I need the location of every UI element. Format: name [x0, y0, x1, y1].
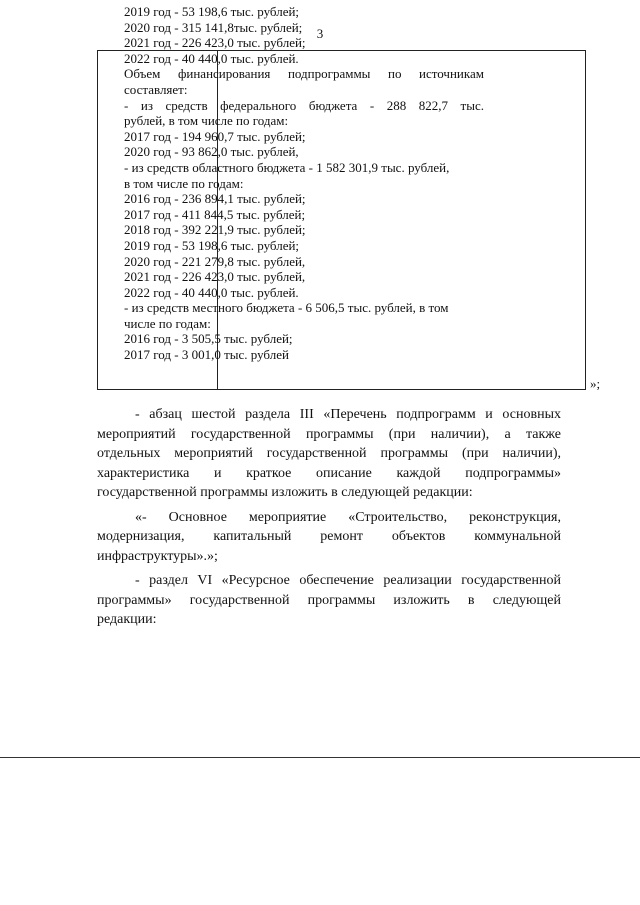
page-bottom-rule: [0, 757, 640, 758]
table-line: 2021 год - 226 423,0 тыс. рублей,: [124, 269, 306, 285]
paragraph-line: программы» государственной программы изложить в следующей: [97, 592, 561, 608]
table-line: числе по годам:: [124, 315, 211, 331]
amendment-text: [97, 405, 561, 635]
table-line: 2016 год - 3 505,5 тыс. рублей;: [124, 331, 293, 347]
table-line: 2017 год - 411 844,5 тыс. рублей;: [124, 206, 306, 222]
paragraph-line: «- Основное мероприятие «Строительство, реконструкция,: [135, 509, 561, 525]
table-line: 2017 год - 3 001,0 тыс. рублей: [124, 347, 289, 363]
table-line: 2019 год - 53 198,6 тыс. рублей;: [124, 4, 300, 19]
table-line: 2022 год - 40 440,0 тыс. рублей.: [124, 50, 299, 66]
paragraph-line: редакции:: [97, 612, 157, 627]
paragraph-section-vi: [97, 571, 561, 630]
table-line: Объем финансирования подпрограммы по источникам: [124, 66, 484, 82]
paragraph-line: модернизация, капитальный ремонт объектов коммунальной: [97, 529, 561, 544]
table-line: 2019 год - 53 198,6 тыс. рублей;: [124, 237, 300, 253]
table-line: - из средств федерального бюджета - 288 822,7 тыс.: [124, 97, 484, 113]
table-line: 2018 год - 392 221,9 тыс. рублей;: [124, 222, 306, 238]
paragraph-line: - абзац шестой раздела III «Перечень подпрограмм и основных: [135, 407, 561, 422]
table-line: 2020 год - 315 141,8тыс. рублей;: [124, 19, 303, 35]
closing-quote-mark: »;: [590, 376, 601, 391]
table-line: 2020 год - 221 279,8 тыс. рублей,: [124, 253, 306, 269]
table-line: рублей, в том числе по годам:: [124, 113, 289, 129]
table-line: 2022 год - 40 440,0 тыс. рублей.: [124, 284, 299, 300]
paragraph-line: отдельных мероприятий государственной программы (при наличии),: [97, 446, 561, 461]
paragraph-section-iii: [97, 405, 561, 503]
table-line: - из средств местного бюджета - 6 506,5 тыс. рублей, в том: [124, 300, 449, 316]
paragraph-line: характеристика и краткое описание каждой подпрограммы»: [97, 465, 561, 481]
paragraph-line: инфраструктуры».»;: [97, 548, 218, 564]
page-number: 3: [316, 26, 324, 41]
paragraph-line: государственной программы изложить в следующей редакции:: [97, 485, 473, 500]
table-line: 2020 год - 93 862,0 тыс. рублей,: [124, 144, 299, 160]
paragraph-line: - раздел VI «Ресурсное обеспечение реализации государственной: [135, 573, 561, 588]
table-line: 2016 год - 236 894,1 тыс. рублей;: [124, 191, 306, 207]
table-line: в том числе по годам:: [124, 175, 244, 191]
table-line: 2017 год - 194 960,7 тыс. рублей;: [124, 128, 306, 144]
paragraph-line: мероприятий государственной программы (при наличии), а также: [97, 426, 561, 442]
table-line: 2021 год - 226 423,0 тыс. рублей;: [124, 35, 306, 51]
paragraph-main-activity: [97, 508, 561, 567]
table-cell-financing: [124, 4, 484, 363]
table-line: составляет:: [124, 81, 188, 97]
table-line: - из средств областного бюджета - 1 582 301,9 тыс. рублей,: [124, 159, 450, 175]
